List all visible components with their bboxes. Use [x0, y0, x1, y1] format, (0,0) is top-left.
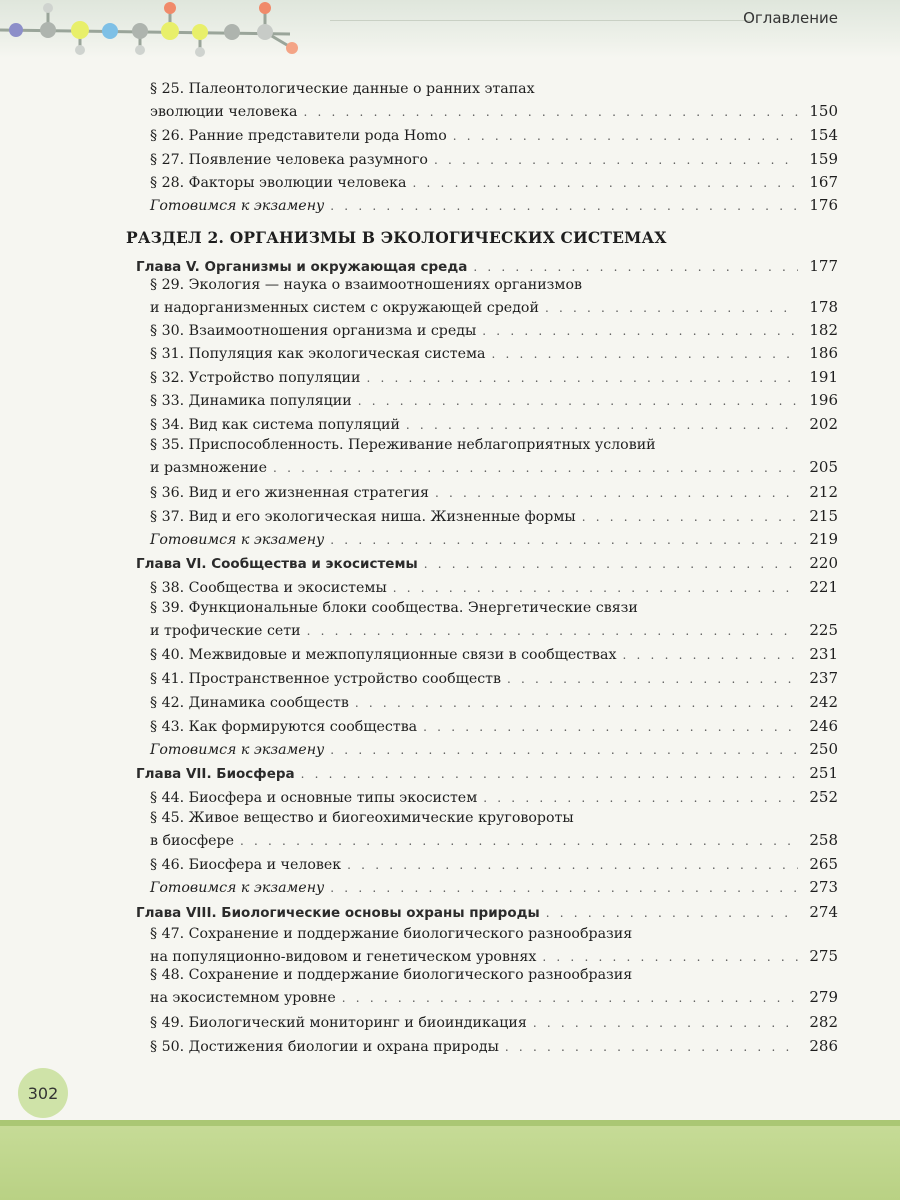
dot-leader	[424, 553, 798, 575]
toc-entry	[150, 78, 838, 123]
toc-entry-title: на популяционно-видовом и генетическом уровнях	[150, 949, 537, 965]
toc-entry-title: § 33. Динамика популяции	[150, 393, 352, 409]
dot-leader	[307, 620, 798, 642]
dot-leader	[545, 297, 798, 319]
toc-page-number: 246	[809, 717, 838, 735]
toc-entry-title: Готовимся к экзамену	[150, 198, 325, 214]
dot-leader	[423, 716, 798, 738]
toc-entry	[150, 691, 838, 714]
toc-entry	[150, 643, 838, 666]
toc-entry-title-line: § 29. Экология — наука о взаимоотношениях организмов	[150, 277, 582, 293]
toc-entry-title: § 43. Как формируются сообщества	[150, 719, 418, 735]
toc-entry-title: Готовимся к экзамену	[150, 742, 325, 758]
toc-entry	[150, 853, 838, 876]
dot-leader	[342, 987, 798, 1009]
dot-leader	[240, 830, 798, 852]
toc-page-number: 274	[809, 903, 838, 921]
toc-entry-title: § 32. Устройство популяции	[150, 370, 361, 386]
toc-exam-entry	[150, 876, 838, 899]
toc-page-number: 231	[809, 645, 838, 663]
toc-page-number: 202	[809, 415, 838, 433]
toc-page-number: 159	[809, 150, 838, 168]
dot-leader	[358, 390, 798, 412]
toc-page-number: 178	[809, 298, 838, 316]
toc-exam-entry	[150, 738, 838, 761]
toc-entry	[150, 124, 838, 147]
dot-leader	[533, 1012, 798, 1034]
toc-entry-title: § 40. Межвидовые и межпопуляционные связи в сообществах	[150, 647, 617, 663]
toc-entry-title: § 30. Взаимоотношения организма и среды	[150, 323, 477, 339]
toc-entry-title: и надорганизменных систем с окружающей средой	[150, 300, 539, 316]
toc-entry-title: Готовимся к экзамену	[150, 880, 325, 896]
toc-entry-title-line: § 35. Приспособленность. Переживание неблагоприятных условий	[150, 437, 656, 453]
dot-leader	[355, 692, 798, 714]
toc-entry	[150, 481, 838, 504]
page-number: 302	[27, 1083, 59, 1103]
dot-leader	[303, 101, 798, 123]
toc-entry-title: § 36. Вид и его жизненная стратегия	[150, 485, 429, 501]
dot-leader	[301, 763, 798, 785]
dot-leader	[273, 457, 798, 479]
toc-entry-title: на экосистемном уровне	[150, 990, 336, 1006]
toc-entry	[150, 1011, 838, 1034]
dot-leader	[507, 668, 798, 690]
toc-entry-title: Глава VIII. Биологические основы охраны природы	[136, 905, 540, 921]
dot-leader	[483, 787, 798, 809]
toc-page-number: 182	[809, 321, 838, 339]
toc-page-number: 286	[809, 1037, 838, 1055]
toc-page-number: 250	[809, 740, 838, 758]
toc-entry	[150, 366, 838, 389]
toc-page-number: 150	[809, 102, 838, 120]
toc-entry	[150, 319, 838, 342]
toc-page-number: 258	[809, 831, 838, 849]
dot-leader	[330, 529, 798, 551]
toc-entry-title-line: § 39. Функциональные блоки сообщества. Энергетические связи	[150, 600, 638, 616]
toc-page-number: 273	[809, 878, 838, 896]
toc-page-number: 191	[809, 368, 838, 386]
dot-leader	[330, 739, 798, 761]
toc-page-number: 282	[809, 1013, 838, 1031]
toc-entry	[150, 964, 838, 1009]
toc-entry	[150, 807, 838, 852]
toc-entry	[150, 171, 838, 194]
toc-entry-title: § 41. Пространственное устройство сообществ	[150, 671, 501, 687]
toc-page-number: 279	[809, 988, 838, 1006]
toc-entry-title: § 37. Вид и его экологическая ниша. Жизненные формы	[150, 509, 576, 525]
toc-entry-title: § 38. Сообщества и экосистемы	[150, 580, 387, 596]
dot-leader	[505, 1036, 798, 1058]
toc-page-number: 154	[809, 126, 838, 144]
toc-page-number: 251	[809, 764, 838, 782]
toc-entry-title-line: § 45. Живое вещество и биогеохимические круговороты	[150, 810, 574, 826]
toc-page-number: 215	[809, 507, 838, 525]
toc-entry	[150, 274, 838, 319]
dot-leader	[330, 877, 798, 899]
toc-entry-title: Готовимся к экзамену	[150, 532, 325, 548]
toc-entry	[150, 576, 838, 599]
dot-leader	[546, 902, 798, 924]
dot-leader	[434, 149, 798, 171]
toc-entry-title: § 26. Ранние представители рода Homo	[150, 128, 447, 144]
toc-page-number: 225	[809, 621, 838, 639]
toc-entry-title-line: § 48. Сохранение и поддержание биологического разнообразия	[150, 967, 633, 983]
toc-chapter	[136, 762, 838, 785]
toc-chapter	[136, 901, 838, 924]
toc-page-number: 176	[809, 196, 838, 214]
toc-entry-title: § 50. Достижения биологии и охрана природы	[150, 1039, 499, 1055]
toc-page-number: 186	[809, 344, 838, 362]
toc-entry-title: Глава VI. Сообщества и экосистемы	[136, 556, 418, 572]
toc-page-number: 221	[809, 578, 838, 596]
page-number-badge	[18, 1068, 68, 1118]
toc-entry-title: эволюции человека	[150, 104, 298, 120]
dot-leader	[393, 577, 798, 599]
toc-page-number: 167	[809, 173, 838, 191]
toc-entry	[150, 434, 838, 479]
toc-page-number: 196	[809, 391, 838, 409]
toc-entry-title: § 42. Динамика сообществ	[150, 695, 349, 711]
dot-leader	[582, 506, 798, 528]
dot-leader	[406, 414, 798, 436]
dot-leader	[492, 343, 799, 365]
toc-entry-title: Глава VII. Биосфера	[136, 766, 295, 782]
toc-entry-title: § 49. Биологический мониторинг и биоиндикация	[150, 1015, 527, 1031]
dot-leader	[366, 367, 798, 389]
toc-entry	[150, 389, 838, 412]
toc-entry-title: и размножение	[150, 460, 268, 476]
dot-leader	[347, 854, 798, 876]
toc-entry-title: и трофические сети	[150, 623, 301, 639]
toc-page-number: 219	[809, 530, 838, 548]
toc-page-number: 275	[809, 947, 838, 965]
toc-entry	[150, 715, 838, 738]
page-header-title: Оглавление	[743, 9, 838, 27]
dot-leader	[412, 172, 798, 194]
section-heading: РАЗДЕЛ 2. ОРГАНИЗМЫ В ЭКОЛОГИЧЕСКИХ СИСТЕМАХ	[126, 228, 667, 247]
dot-leader	[435, 482, 798, 504]
toc-page-number: 265	[809, 855, 838, 873]
toc-entry-title: § 28. Факторы эволюции человека	[150, 175, 407, 191]
toc-entry-title-line: § 47. Сохранение и поддержание биологического разнообразия	[150, 926, 633, 942]
toc-entry	[150, 505, 838, 528]
toc-exam-entry	[150, 528, 838, 551]
toc-page-number: 177	[809, 257, 838, 275]
toc-entry-title-line: § 25. Палеонтологические данные о ранних этапах	[150, 81, 535, 97]
toc-page-number: 237	[809, 669, 838, 687]
dot-leader	[330, 195, 798, 217]
toc-page-number: 252	[809, 788, 838, 806]
toc-page-number: 205	[809, 458, 838, 476]
footer-band	[0, 1120, 900, 1200]
toc-entry	[150, 148, 838, 171]
toc-entry-title: § 46. Биосфера и человек	[150, 857, 342, 873]
toc-entry	[150, 786, 838, 809]
toc-entry-title: Глава V. Организмы и окружающая среда	[136, 259, 468, 275]
dot-leader	[622, 644, 798, 666]
toc-entry-title: § 34. Вид как система популяций	[150, 417, 400, 433]
dot-leader	[482, 320, 798, 342]
toc-entry	[150, 667, 838, 690]
dot-leader	[453, 125, 798, 147]
toc-entry	[150, 413, 838, 436]
toc-page-number: 212	[809, 483, 838, 501]
toc-entry	[150, 923, 838, 968]
toc-entry	[150, 342, 838, 365]
toc-entry-title: в биосфере	[150, 833, 234, 849]
toc-entry	[150, 597, 838, 642]
toc-entry-title: § 31. Популяция как экологическая система	[150, 346, 486, 362]
toc-exam-entry	[150, 194, 838, 217]
toc-page-number: 242	[809, 693, 838, 711]
toc-chapter	[136, 552, 838, 575]
toc-entry-title: § 27. Появление человека разумного	[150, 152, 428, 168]
toc-entry-title: § 44. Биосфера и основные типы экосистем	[150, 790, 478, 806]
toc-entry	[150, 1035, 838, 1058]
toc-page-number: 220	[809, 554, 838, 572]
